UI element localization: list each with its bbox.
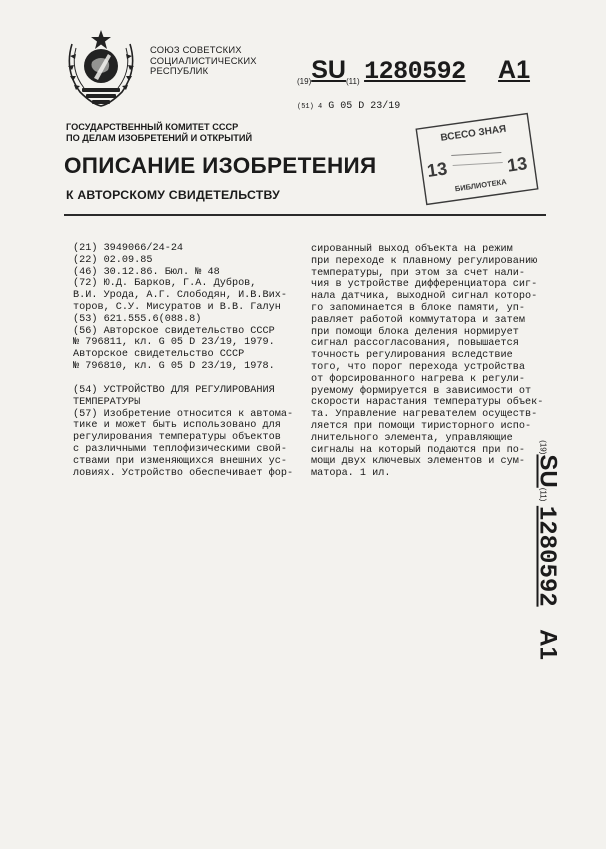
union-line: СОЦИАЛИСТИЧЕСКИХ (150, 54, 257, 66)
library-stamp (413, 110, 541, 208)
abstract-line: тике и может быть использовано для (73, 420, 281, 432)
side-code-19: (19) (538, 440, 548, 455)
abstract-line: сигнал рассогласования, повышается (311, 338, 519, 350)
country-code: SU (311, 56, 346, 84)
side-patent-number: 1280592 (532, 505, 560, 607)
biblio-line: (72) Ю.Д. Барков, Г.А. Дубров, (73, 278, 257, 290)
ipc-code: (51) 4 (297, 103, 323, 111)
union-line: СОЮЗ СОВЕТСКИХ (150, 44, 242, 55)
side-kind-code: A1 (534, 629, 562, 660)
patent-number-line (297, 56, 530, 86)
kind-code: A1 (498, 56, 531, 84)
abstract-line: сированный выход объекта на режим (311, 244, 513, 255)
stamp-left-num: 13 (425, 158, 449, 181)
stamp-top: ВСЕСО ЗНАЯ (439, 123, 507, 144)
abstract-line: (54) УСТРОЙСТВО ДЛЯ РЕГУЛИРОВАНИЯ (73, 385, 275, 396)
biblio-line: (22) 02.09.85 (73, 254, 153, 266)
biblio-line: (56) Авторское свидетельство СССР (73, 325, 275, 337)
abstract-line: руемому формируется в зависимости от (311, 385, 532, 397)
side-code-11: (11) (538, 487, 548, 502)
abstract-line: ТЕМПЕРАТУРЫ (73, 396, 141, 408)
abstract-line: лнительного элемента, управляющие (311, 432, 513, 444)
abstract-line: при помощи блока деления нормирует (311, 326, 519, 338)
side-country-code: SU (534, 454, 562, 488)
abstract-line: ствами при изменяющихся внешних ус- (73, 455, 287, 467)
code-19: (19) (297, 77, 312, 86)
abstract-line: го запоминается в блоке памяти, уп- (311, 302, 525, 314)
abstract-line: при переходе к плавному регулированию (311, 255, 538, 267)
biblio-line: (46) 30.12.86. Бюл. № 48 (73, 266, 220, 278)
abstract-right-column (311, 244, 543, 480)
abstract-line: того, что порог перехода устройства (311, 361, 525, 373)
abstract-line: скорости нарастания температуры объек- (311, 397, 544, 409)
abstract-line: равляет работой коммутатора и затем (311, 314, 525, 326)
union-line: РЕСПУБЛИК (150, 65, 209, 76)
document-subtitle: К АВТОРСКОМУ СВИДЕТЕЛЬСТВУ (66, 188, 280, 202)
abstract-line: матора. 1 ил. (311, 468, 391, 480)
biblio-line: № 796810, кл. G 05 D 23/19, 1978. (73, 360, 275, 372)
ipc-classification (297, 101, 400, 112)
biblio-line: В.И. Урода, А.Г. Слободян, И.В.Вих- (73, 290, 287, 302)
bibliographic-data (73, 243, 287, 373)
biblio-line: (21) 3949066/24-24 (73, 243, 184, 254)
biblio-line: (53) 621.555.6(088.8) (73, 313, 202, 325)
code-11: (11) (345, 77, 360, 86)
ipc-value: G 05 D 23/19 (328, 101, 401, 112)
stamp-bottom: БИБЛИОТЕКА (454, 177, 508, 194)
committee-line: ГОСУДАРСТВЕННЫЙ КОМИТЕТ СССР (66, 122, 239, 132)
vertical-patent-number (522, 415, 572, 685)
document-title: ОПИСАНИЕ ИЗОБРЕТЕНИЯ (64, 153, 377, 178)
abstract-line: ловиях. Устройство обеспечивает фор- (73, 467, 294, 479)
abstract-line: (57) Изобретение относится к автома- (73, 408, 294, 420)
abstract-line: от форсированного нагрева к регули- (311, 373, 525, 385)
abstract-line: температуры, при этом за счет нали- (311, 267, 525, 279)
abstract-line: сигналы на который подаются при по- (311, 444, 525, 456)
stamp-right-num: 13 (505, 153, 529, 176)
abstract-line: та. Управление нагревателем осуществ- (311, 409, 538, 421)
biblio-line: Авторское свидетельство СССР (73, 349, 245, 361)
biblio-line: торов, С.У. Мисуратов и В.В. Галун (73, 301, 281, 313)
union-name (150, 45, 257, 77)
abstract-line: ляется при помощи тиристорного испо- (311, 420, 532, 432)
ussr-emblem-icon (62, 28, 140, 110)
committee-line: ПО ДЕЛАМ ИЗОБРЕТЕНИЙ И ОТКРЫТИЙ (66, 133, 253, 143)
abstract-line: нала датчика, выходной сигнал которо- (311, 291, 538, 303)
biblio-line: № 796811, кл. G 05 D 23/19, 1979. (73, 337, 275, 349)
abstract-line: регулирования температуры объектов (73, 432, 281, 444)
committee (66, 122, 252, 144)
abstract-line: точность регулирования вследствие (311, 350, 513, 362)
abstract-line: чия в устройстве дифференциатора сиг- (311, 279, 538, 291)
patent-number: 1280592 (364, 57, 466, 86)
abstract-left-column (73, 385, 293, 479)
abstract-line: с различными теплофизическими свой- (73, 443, 287, 455)
abstract-line: мощи двух ключевых элементов и сум- (311, 456, 525, 468)
header-divider (64, 214, 546, 216)
